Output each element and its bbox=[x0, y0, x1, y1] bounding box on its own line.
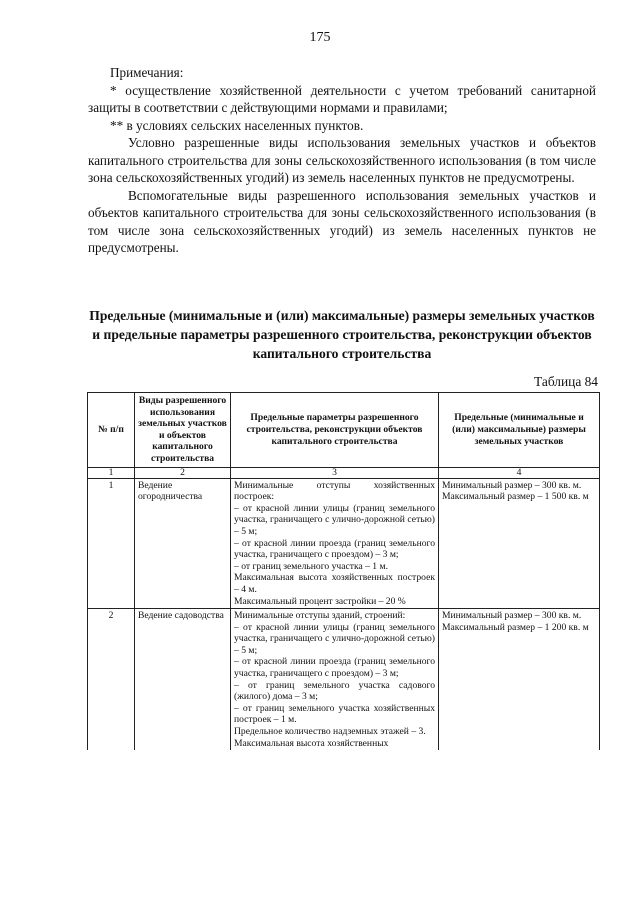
param-line: Минимальные отступы зданий, строений: bbox=[234, 610, 406, 622]
param-line: – от красной линии проезда (границ земельного участка, граничащего с проездом) – 3 м; bbox=[234, 537, 435, 561]
param-line: Минимальные отступы хозяйственных построек: bbox=[234, 479, 435, 503]
param-line: Предельное количество надземных этажей – 3. bbox=[234, 726, 426, 738]
use-type: Ведение огородничества bbox=[135, 478, 231, 609]
notes-heading: Примечания: bbox=[110, 65, 184, 80]
row-number: 2 bbox=[88, 609, 135, 751]
column-number: 1 bbox=[88, 467, 135, 478]
param-line: – от границ земельного участка хозяйственных построек – 1 м. bbox=[234, 702, 435, 726]
use-type: Ведение садоводства bbox=[135, 609, 231, 751]
column-number: 3 bbox=[231, 467, 439, 478]
notes-block bbox=[88, 64, 596, 257]
size-line: Минимальный размер – 300 кв. м. bbox=[442, 610, 582, 622]
plot-sizes bbox=[439, 609, 600, 751]
note-2: ** в условиях сельских населенных пунктов. bbox=[110, 117, 364, 133]
header-construction-params: Предельные параметры разрешенного строительства, реконструкции объектов капитального строительства bbox=[231, 393, 439, 468]
param-line: Максимальная высота хозяйственных построек – 4 м. bbox=[234, 572, 435, 595]
table-caption: Таблица 84 bbox=[534, 374, 598, 389]
size-line: Максимальный размер – 1 200 кв. м bbox=[442, 621, 589, 633]
table-row bbox=[88, 478, 600, 609]
param-line: – от границ земельного участка – 1 м. bbox=[234, 560, 388, 572]
table-row bbox=[88, 609, 600, 751]
row-number: 1 bbox=[88, 478, 135, 609]
paragraph-conditional-uses: Условно разрешенные виды использования земельных участков и объектов капитального строительства для зоны сельскохозяйственного использования (в том числе зона сельскохозяйственных угодий) из земель населенных пунктов не предусмотрены. bbox=[88, 135, 596, 185]
parameters-table bbox=[87, 392, 600, 750]
size-line: Минимальный размер – 300 кв. м. bbox=[442, 479, 582, 491]
section-title: Предельные (минимальные и (или) максимальные) размеры земельных участков и предельные параметры разрешенного строительства, реконструкции объектов капитального строительства bbox=[89, 308, 595, 361]
param-line: – от границ земельного участка садового (жилого) дома – 3 м; bbox=[234, 679, 435, 703]
page-number: 175 bbox=[309, 30, 331, 45]
header-number: № п/п bbox=[88, 393, 135, 468]
column-number: 4 bbox=[439, 467, 600, 478]
paragraph-auxiliary-uses: Вспомогательные виды разрешенного использования земельных участков и объектов капитального строительства для зоны сельскохозяйственного использования (в том числе зона сельскохозяйственных угодий) из земель населенных пунктов не предусмотрены. bbox=[88, 187, 596, 255]
table-header-row bbox=[88, 393, 600, 468]
plot-sizes bbox=[439, 478, 600, 609]
size-line: Максимальный размер – 1 500 кв. м bbox=[442, 491, 589, 503]
header-plot-sizes: Предельные (минимальные и (или) максимальные) размеры земельных участков bbox=[439, 393, 600, 468]
column-number: 2 bbox=[135, 467, 231, 478]
param-line: – от красной линии проезда (границ земельного участка, граничащего с проездом) – 3 м; bbox=[234, 656, 435, 680]
header-use-type: Виды разрешенного использования земельных участков и объектов капитального строительства bbox=[135, 393, 231, 468]
column-number-row bbox=[88, 467, 600, 478]
construction-params bbox=[231, 478, 439, 609]
construction-params bbox=[231, 609, 439, 751]
param-line: – от красной линии улицы (границ земельного участка, граничащего с улично-дорожной сетью) – 5 м; bbox=[234, 621, 435, 656]
param-line: Максимальная высота хозяйственных bbox=[234, 737, 389, 749]
param-line: – от красной линии улицы (границ земельного участка, граничащего с улично-дорожной сетью) – 5 м; bbox=[234, 502, 435, 537]
note-1: * осуществление хозяйственной деятельности с учетом требований санитарной защиты в соответствии с действующими нормами и правилами; bbox=[88, 82, 596, 115]
param-line: Максимальный процент застройки – 20 % bbox=[234, 595, 406, 607]
